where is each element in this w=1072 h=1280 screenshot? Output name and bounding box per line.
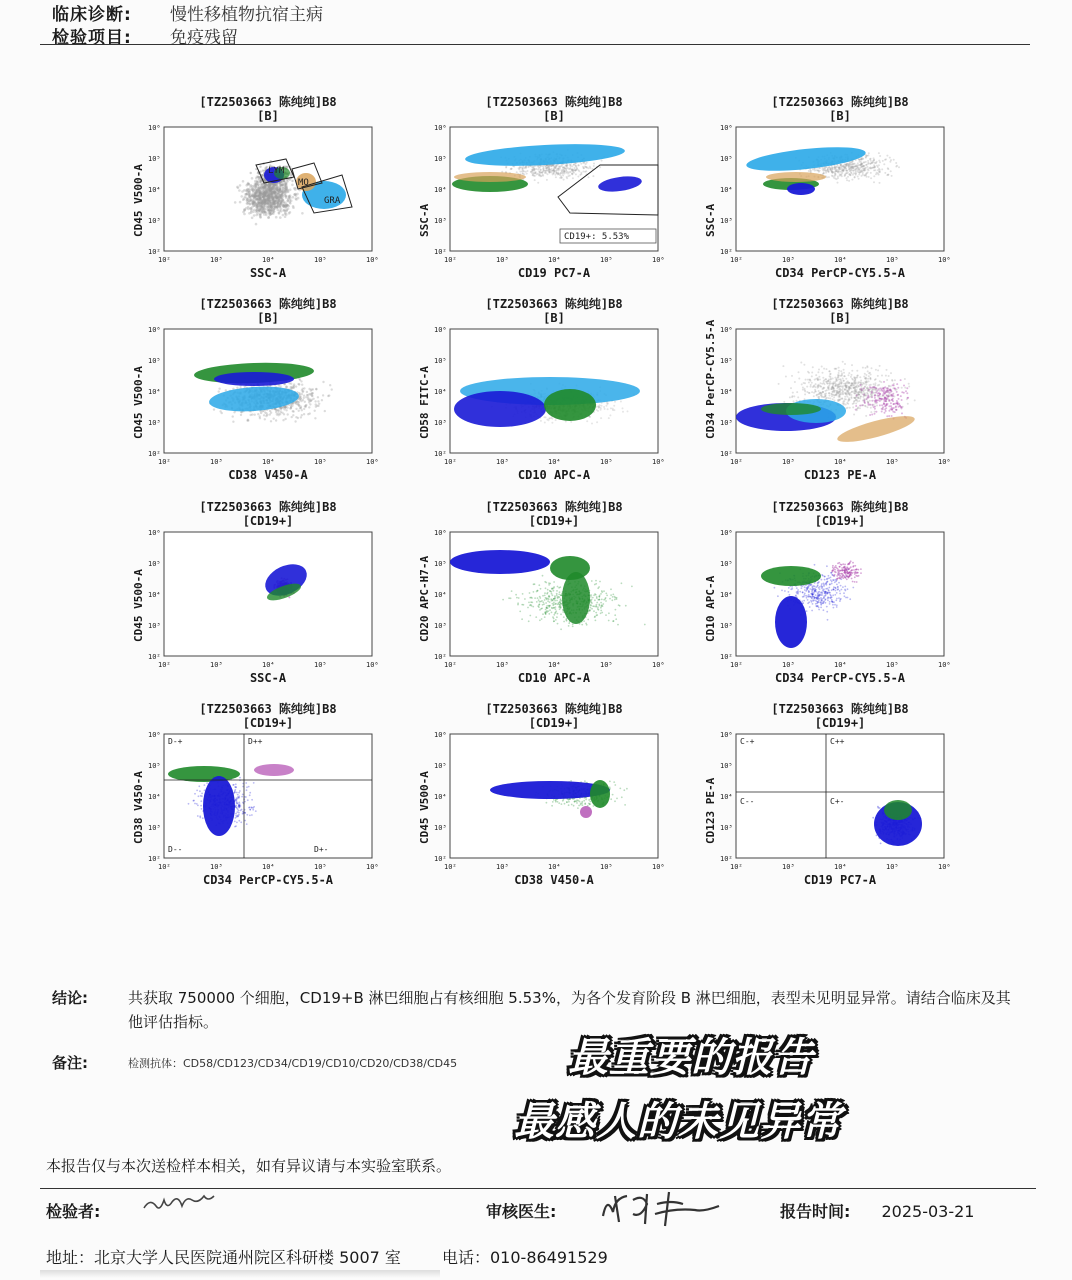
x-tick-label: 10² [730, 458, 743, 466]
plot-gate-title: [B] [829, 311, 851, 325]
y-tick-label: 10⁶ [720, 731, 733, 739]
flow-plot [114, 500, 422, 704]
x-tick-label: 10² [444, 661, 457, 669]
y-tick-label: 10³ [148, 419, 161, 427]
y-tick-label: 10⁴ [434, 186, 447, 194]
plot-title: [TZ2503663 陈纯纯]B8 [485, 500, 623, 514]
x-tick-label: 10⁶ [652, 863, 665, 871]
lym-gate-label: LYM [268, 166, 285, 176]
plot-x-axis-label: CD10 APC-A [517, 468, 591, 482]
x-tick-label: 10⁵ [600, 458, 613, 466]
x-tick-label: 10⁶ [652, 458, 665, 466]
y-tick-label: 10⁵ [720, 357, 733, 365]
plot-canvas [148, 326, 379, 466]
quadrant-label: D++ [248, 737, 263, 746]
y-tick-label: 10⁶ [148, 124, 161, 132]
x-tick-label: 10³ [210, 458, 223, 466]
plot-y-axis-label: CD20 APC-H7-A [418, 555, 431, 642]
plot-x-axis-label: CD34 PerCP-CY5.5-A [774, 671, 906, 685]
x-tick-label: 10⁵ [886, 863, 899, 871]
plot-y-axis-label: CD38 V450-A [132, 771, 145, 844]
x-tick-label: 10⁶ [938, 863, 951, 871]
plot-y-axis-label: CD45 V500-A [132, 366, 145, 439]
plot-canvas [434, 529, 665, 669]
reviewer-signature [595, 1186, 725, 1230]
y-tick-label: 10³ [720, 824, 733, 832]
flow-plot [114, 95, 422, 299]
plot-y-axis-label: CD45 V500-A [418, 771, 431, 844]
quadrant-label: D-+ [168, 737, 183, 746]
header-divider [40, 44, 1030, 45]
note-label: 备注: [52, 1054, 88, 1072]
plot-title: [TZ2503663 陈纯纯]B8 [199, 297, 337, 311]
x-tick-label: 10² [444, 458, 457, 466]
plot-title: [TZ2503663 陈纯纯]B8 [199, 702, 337, 716]
x-tick-label: 10⁶ [938, 458, 951, 466]
y-tick-label: 10⁴ [148, 591, 161, 599]
plot-x-axis-label: CD123 PE-A [803, 468, 877, 482]
tester-label: 检验者: [46, 1202, 101, 1221]
y-tick-label: 10² [434, 248, 447, 256]
plot-x-axis-label: SSC-A [249, 671, 287, 685]
x-tick-label: 10² [444, 256, 457, 264]
tester-field [46, 1199, 100, 1222]
note-text: 检测抗体：CD58/CD123/CD34/CD19/CD10/CD20/CD38/CD45 [128, 1057, 458, 1070]
x-tick-label: 10⁵ [886, 458, 899, 466]
x-tick-label: 10³ [210, 661, 223, 669]
plot-canvas [148, 529, 379, 669]
y-tick-label: 10³ [434, 217, 447, 225]
quadrant-label: C-- [740, 797, 755, 806]
y-tick-label: 10² [148, 653, 161, 661]
y-tick-label: 10² [434, 653, 447, 661]
reviewer-label: 审核医生: [486, 1202, 557, 1221]
plot-title: [TZ2503663 陈纯纯]B8 [199, 500, 337, 514]
plot-gate-title: [B] [543, 109, 565, 123]
plot-y-axis-label: CD123 PE-A [704, 777, 717, 844]
x-tick-label: 10⁴ [834, 458, 847, 466]
conclusion-text: 共获取 750000 个细胞，CD19+B 淋巴细胞占有核细胞 5.53%，为各个发育阶段 B 淋巴细胞，表型未见明显异常。请结合临床及其他评估指标。 [128, 989, 1011, 1031]
flow-plot [400, 702, 708, 906]
x-tick-label: 10³ [496, 661, 509, 669]
flow-plot [400, 95, 708, 299]
flow-plot [686, 702, 994, 906]
plot-x-axis-label: CD34 PerCP-CY5.5-A [774, 266, 906, 280]
x-tick-label: 10⁵ [600, 863, 613, 871]
plot-title: [TZ2503663 陈纯纯]B8 [771, 500, 909, 514]
x-tick-label: 10⁶ [366, 661, 379, 669]
y-tick-label: 10² [720, 248, 733, 256]
y-tick-label: 10⁵ [720, 155, 733, 163]
y-tick-label: 10⁴ [720, 186, 733, 194]
quadrant-label: C++ [830, 737, 845, 746]
diagnosis-value: 慢性移植物抗宿主病 [170, 5, 323, 25]
plot-title: [TZ2503663 陈纯纯]B8 [771, 297, 909, 311]
plot-x-axis-label: CD38 V450-A [228, 468, 308, 482]
x-tick-label: 10³ [496, 458, 509, 466]
x-tick-label: 10² [444, 863, 457, 871]
x-tick-label: 10⁶ [366, 458, 379, 466]
plot-x-axis-label: CD34 PerCP-CY5.5-A [202, 873, 334, 887]
y-tick-label: 10⁵ [148, 357, 161, 365]
cut-off-footer-line [40, 1270, 440, 1278]
x-tick-label: 10⁶ [366, 863, 379, 871]
plot-y-axis-label: SSC-A [418, 203, 431, 237]
x-tick-label: 10⁴ [834, 661, 847, 669]
x-tick-label: 10⁴ [262, 256, 275, 264]
y-tick-label: 10³ [434, 419, 447, 427]
plot-canvas [434, 731, 665, 871]
x-tick-label: 10³ [782, 661, 795, 669]
y-tick-label: 10² [720, 653, 733, 661]
y-tick-label: 10⁶ [434, 731, 447, 739]
y-tick-label: 10² [148, 450, 161, 458]
quadrant-label: D-- [168, 845, 183, 854]
plot-canvas [720, 326, 951, 466]
y-tick-label: 10³ [148, 824, 161, 832]
plot-gate-title: [CD19+] [814, 514, 866, 528]
x-tick-label: 10³ [210, 256, 223, 264]
x-tick-label: 10⁵ [314, 458, 327, 466]
y-tick-label: 10⁴ [434, 388, 447, 396]
x-tick-label: 10⁴ [834, 256, 847, 264]
plot-gate-title: [CD19+] [242, 514, 294, 528]
y-tick-label: 10⁴ [148, 186, 161, 194]
y-tick-label: 10⁶ [434, 529, 447, 537]
report-time-label: 报告时间: [780, 1202, 851, 1221]
x-tick-label: 10⁴ [548, 661, 561, 669]
diagnosis-label: 临床诊断: [52, 5, 132, 25]
plot-gate-title: [B] [257, 109, 279, 123]
plot-title: [TZ2503663 陈纯纯]B8 [199, 95, 337, 109]
plot-x-axis-label: SSC-A [249, 266, 287, 280]
x-tick-label: 10⁶ [652, 256, 665, 264]
y-tick-label: 10⁶ [434, 124, 447, 132]
x-tick-label: 10² [730, 661, 743, 669]
plot-x-axis-label: CD19 PC7-A [803, 873, 877, 887]
plot-canvas [720, 124, 951, 264]
y-tick-label: 10² [434, 855, 447, 863]
y-tick-label: 10² [434, 450, 447, 458]
footer-divider [40, 1188, 1036, 1189]
y-tick-label: 10⁶ [720, 326, 733, 334]
y-tick-label: 10⁵ [434, 762, 447, 770]
note-section [52, 1052, 458, 1073]
x-tick-label: 10⁴ [262, 458, 275, 466]
plot-y-axis-label: CD10 APC-A [704, 575, 717, 642]
phone-text: 电话：010-86491529 [442, 1248, 608, 1267]
y-tick-label: 10⁶ [148, 326, 161, 334]
x-tick-label: 10⁵ [600, 256, 613, 264]
plot-canvas [434, 124, 665, 264]
disclaimer: 本报告仅与本次送检样本相关，如有异议请与本实验室联系。 [46, 1157, 452, 1175]
x-tick-label: 10² [158, 256, 171, 264]
overlay-caption-line2: 最感人的未见异常 [514, 1099, 842, 1145]
y-tick-label: 10³ [434, 622, 447, 630]
y-tick-label: 10⁴ [720, 591, 733, 599]
y-tick-label: 10⁴ [720, 388, 733, 396]
x-tick-label: 10⁴ [548, 256, 561, 264]
tester-signature [140, 1190, 240, 1220]
plot-x-axis-label: CD38 V450-A [514, 873, 594, 887]
y-tick-label: 10⁵ [434, 155, 447, 163]
x-tick-label: 10³ [210, 863, 223, 871]
x-tick-label: 10⁵ [314, 256, 327, 264]
report-time-value: 2025-03-21 [881, 1202, 975, 1221]
y-tick-label: 10⁵ [720, 560, 733, 568]
plot-title: [TZ2503663 陈纯纯]B8 [485, 702, 623, 716]
y-tick-label: 10² [148, 248, 161, 256]
plot-y-axis-label: SSC-A [704, 203, 717, 237]
quadrant-label: C-+ [740, 737, 755, 746]
y-tick-label: 10⁶ [720, 124, 733, 132]
plot-gate-title: [CD19+] [242, 716, 294, 730]
y-tick-label: 10⁵ [148, 155, 161, 163]
cd19-gate-percentage: CD19+: 5.53% [564, 232, 630, 242]
x-tick-label: 10⁵ [886, 661, 899, 669]
plot-canvas [720, 731, 951, 871]
conclusion-label: 结论: [52, 989, 88, 1007]
address-row [46, 1245, 644, 1268]
plot-y-axis-label: CD45 V500-A [132, 164, 145, 237]
y-tick-label: 10³ [720, 217, 733, 225]
diagnosis-row [52, 0, 323, 25]
y-tick-label: 10³ [720, 419, 733, 427]
x-tick-label: 10³ [782, 863, 795, 871]
flow-plot [686, 95, 994, 299]
plot-gate-title: [CD19+] [528, 716, 580, 730]
y-tick-label: 10³ [434, 824, 447, 832]
y-tick-label: 10⁶ [148, 529, 161, 537]
plot-canvas [148, 124, 379, 264]
y-tick-label: 10⁶ [720, 529, 733, 537]
plot-gate-title: [B] [543, 311, 565, 325]
plot-title: [TZ2503663 陈纯纯]B8 [771, 702, 909, 716]
report-time-field [780, 1199, 974, 1222]
flow-plot [400, 500, 708, 704]
y-tick-label: 10⁵ [434, 357, 447, 365]
x-tick-label: 10⁵ [314, 863, 327, 871]
x-tick-label: 10⁵ [886, 256, 899, 264]
y-tick-label: 10² [720, 450, 733, 458]
quadrant-label: C+- [830, 797, 845, 806]
mo-gate-label: MO [298, 178, 309, 188]
y-tick-label: 10³ [148, 217, 161, 225]
y-tick-label: 10⁴ [720, 793, 733, 801]
x-tick-label: 10² [158, 661, 171, 669]
y-tick-label: 10⁵ [148, 560, 161, 568]
plot-title: [TZ2503663 陈纯纯]B8 [485, 95, 623, 109]
y-tick-label: 10⁶ [148, 731, 161, 739]
flow-plot [400, 297, 708, 501]
plot-gate-title: [B] [257, 311, 279, 325]
y-tick-label: 10⁶ [434, 326, 447, 334]
x-tick-label: 10³ [782, 256, 795, 264]
y-tick-label: 10⁴ [148, 388, 161, 396]
y-tick-label: 10³ [720, 622, 733, 630]
plot-y-axis-label: CD34 PerCP-CY5.5-A [704, 319, 717, 439]
y-tick-label: 10⁴ [148, 793, 161, 801]
flow-plot [686, 500, 994, 704]
plot-title: [TZ2503663 陈纯纯]B8 [771, 95, 909, 109]
x-tick-label: 10⁶ [938, 256, 951, 264]
x-tick-label: 10⁶ [652, 661, 665, 669]
x-tick-label: 10⁴ [548, 458, 561, 466]
y-tick-label: 10⁵ [148, 762, 161, 770]
y-tick-label: 10⁵ [720, 762, 733, 770]
x-tick-label: 10⁴ [262, 661, 275, 669]
plot-gate-title: [CD19+] [528, 514, 580, 528]
y-tick-label: 10⁴ [434, 793, 447, 801]
y-tick-label: 10⁴ [434, 591, 447, 599]
x-tick-label: 10² [730, 256, 743, 264]
flow-plot [114, 297, 422, 501]
x-tick-label: 10⁶ [366, 256, 379, 264]
plot-x-axis-label: CD10 APC-A [517, 671, 591, 685]
flow-plot [686, 297, 994, 501]
test-value: 免疫残留 [170, 28, 238, 48]
plot-canvas [720, 529, 951, 669]
y-tick-label: 10⁵ [434, 560, 447, 568]
test-label: 检验项目: [52, 28, 132, 48]
x-tick-label: 10³ [782, 458, 795, 466]
x-tick-label: 10⁴ [834, 863, 847, 871]
x-tick-label: 10³ [496, 256, 509, 264]
x-tick-label: 10⁶ [938, 661, 951, 669]
x-tick-label: 10⁴ [262, 863, 275, 871]
x-tick-label: 10² [730, 863, 743, 871]
plot-y-axis-label: CD58 FITC-A [418, 366, 431, 439]
plot-title: [TZ2503663 陈纯纯]B8 [485, 297, 623, 311]
overlay-caption-line1: 最重要的报告 [568, 1035, 814, 1081]
plot-canvas [434, 326, 665, 466]
x-tick-label: 10³ [496, 863, 509, 871]
plot-gate-title: [CD19+] [814, 716, 866, 730]
gra-gate-label: GRA [324, 196, 341, 206]
x-tick-label: 10⁵ [314, 661, 327, 669]
x-tick-label: 10⁵ [600, 661, 613, 669]
y-tick-label: 10² [148, 855, 161, 863]
x-tick-label: 10⁴ [548, 863, 561, 871]
plot-x-axis-label: CD19 PC7-A [517, 266, 591, 280]
plot-canvas [148, 731, 379, 871]
x-tick-label: 10² [158, 458, 171, 466]
y-tick-label: 10² [720, 855, 733, 863]
plot-y-axis-label: CD45 V500-A [132, 569, 145, 642]
address-text: 地址：北京大学人民医院通州院区科研楼 5007 室 [46, 1248, 401, 1267]
x-tick-label: 10² [158, 863, 171, 871]
reviewer-field [486, 1199, 556, 1222]
y-tick-label: 10³ [148, 622, 161, 630]
plot-gate-title: [B] [829, 109, 851, 123]
flow-plot [114, 702, 422, 906]
quadrant-label: D+- [314, 845, 329, 854]
